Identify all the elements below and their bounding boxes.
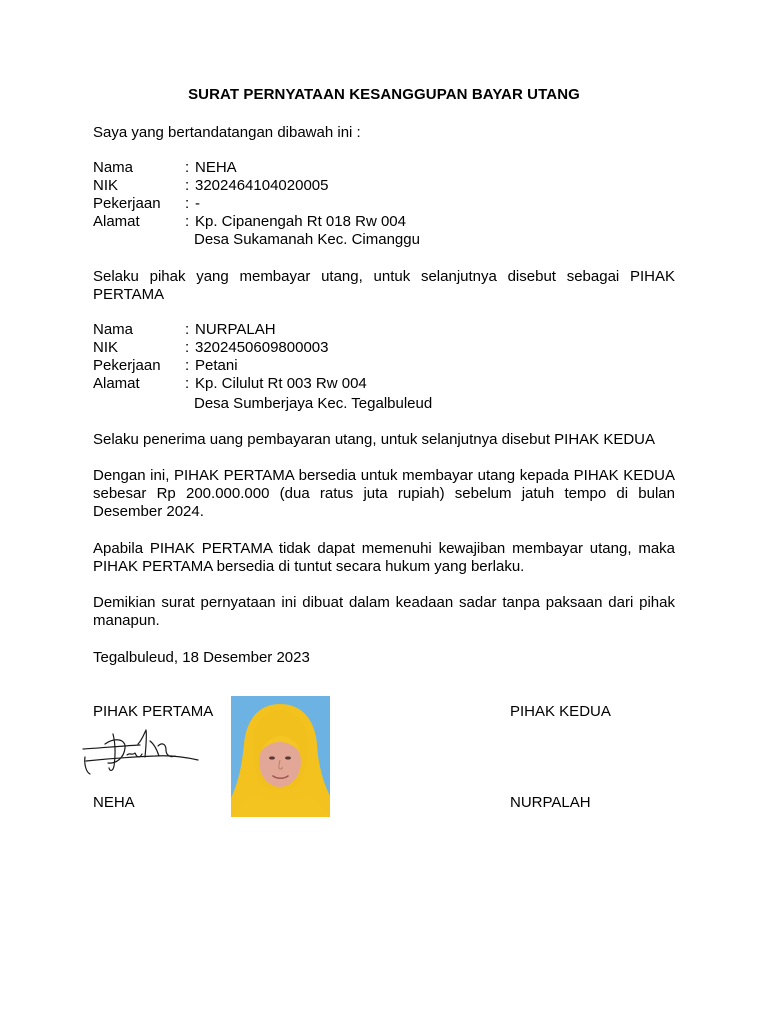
party1-job-label: Pekerjaan [93,195,161,212]
party2-job-label: Pekerjaan [93,357,161,374]
party2-description: Selaku penerima uang pembayaran utang, untuk selanjutnya disebut PIHAK KEDUA [93,431,656,448]
intro-text: Saya yang bertandatangan dibawah ini : [93,124,361,141]
passport-photo [231,696,330,817]
party1-nik-value: 3202464104020005 [195,177,329,194]
party1-name-row: Nama : NEHA [93,159,237,176]
agreement-paragraph: Dengan ini, PIHAK PERTAMA bersedia untuk membayar utang kepada PIHAK KEDUA sebesar Rp 200.000.000 (dua ratus juta rupiah) sebelum jatuh tempo di bulan Desember 2024. [93,467,675,520]
signature-right-name: NURPALAH [510,794,591,811]
party2-nik-label: NIK [93,339,119,356]
signature-left-name: NEHA [93,794,135,811]
party2-address-line1: Kp. Cilulut Rt 003 Rw 004 [195,375,367,392]
party2-name-value: NURPALAH [195,321,276,338]
party2-job-row: Pekerjaan : Petani [93,357,238,374]
party2-name-row: Nama : NURPALAH [93,321,276,338]
party1-nik-label: NIK [93,177,119,194]
party2-address-row: Alamat : Kp. Cilulut Rt 003 Rw 004 [93,375,367,392]
document-title: SURAT PERNYATAAN KESANGGUPAN BAYAR UTANG [188,86,580,103]
party1-nik-row: NIK : 3202464104020005 [93,177,329,194]
closing-paragraph: Demikian surat pernyataan ini dibuat dalam keadaan sadar tanpa paksaan dari pihak manapun. [93,594,675,629]
party2-nik-row: NIK : 3202450609800003 [93,339,329,356]
signature-right-heading: PIHAK KEDUA [510,703,611,720]
party1-description: Selaku pihak yang membayar utang, untuk selanjutnya disebut sebagai PIHAK PERTAMA [93,268,675,303]
party2-address-label: Alamat [93,375,140,392]
party1-job-value: - [195,195,200,212]
party1-address-row: Alamat : Kp. Cipanengah Rt 018 Rw 004 [93,213,406,230]
signature-left-heading: PIHAK PERTAMA [93,703,214,720]
party1-job-row: Pekerjaan : - [93,195,200,212]
consequence-paragraph: Apabila PIHAK PERTAMA tidak dapat memenuhi kewajiban membayar utang, maka PIHAK PERTAMA bersedia di tuntut secara hukum yang berlaku. [93,540,675,575]
party2-job-value: Petani [195,357,238,374]
party2-nik-value: 3202450609800003 [195,339,329,356]
party1-address-line1: Kp. Cipanengah Rt 018 Rw 004 [195,213,406,230]
party1-address-label: Alamat [93,213,140,230]
party1-name-label: Nama [93,159,134,176]
party1-name-value: NEHA [195,159,237,176]
party2-name-label: Nama [93,321,134,338]
place-date: Tegalbuleud, 18 Desember 2023 [93,649,310,666]
party1-address-line2: Desa Sukamanah Kec. Cimanggu [194,231,420,248]
party2-address-line2: Desa Sumberjaya Kec. Tegalbuleud [194,395,433,412]
handwritten-signature [80,722,205,782]
